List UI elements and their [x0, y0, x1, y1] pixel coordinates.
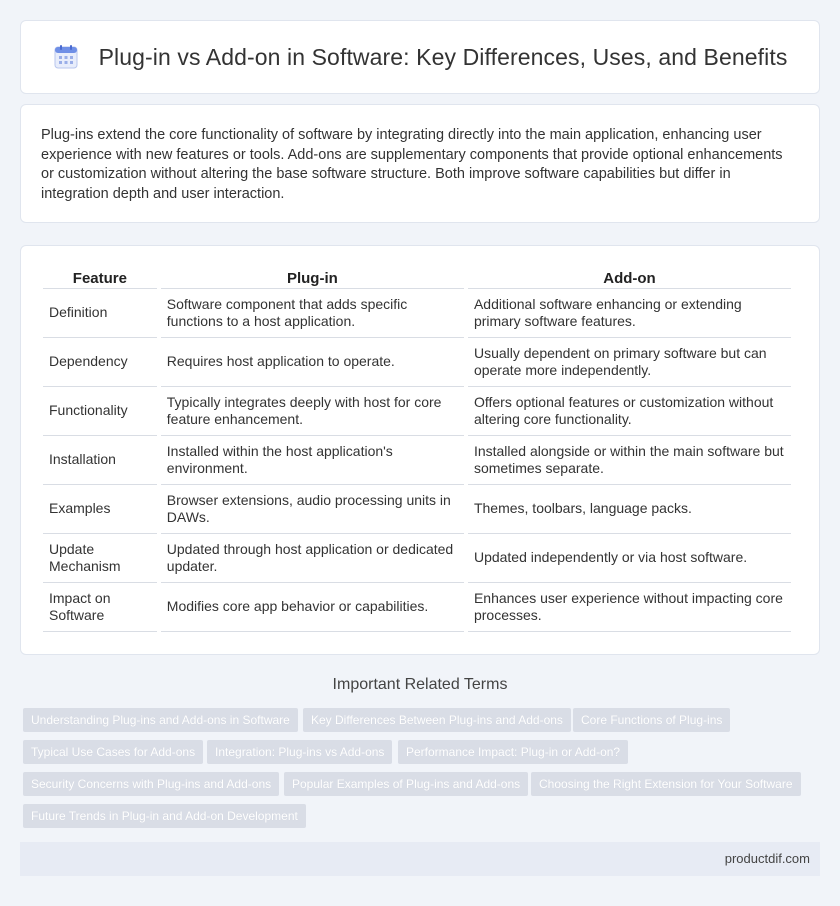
table-header-row: [43, 263, 791, 289]
feature-cell: Update Mechanism: [43, 534, 157, 583]
table-row: [43, 289, 791, 338]
related-tag[interactable]: Performance Impact: Plug-in or Add-on?: [398, 740, 628, 764]
header-feature: Feature: [43, 263, 157, 289]
header-card: [20, 20, 820, 94]
plug-in-cell: Typically integrates deeply with host for core feature enhancement.: [161, 387, 464, 436]
plug-in-cell: Modifies core app behavior or capabilities.: [161, 583, 464, 632]
related-tag[interactable]: Core Functions of Plug-ins: [573, 708, 730, 732]
table-row: [43, 436, 791, 485]
table-row: [43, 338, 791, 387]
calendar-icon: [53, 44, 79, 70]
plug-in-cell: Installed within the host application's environment.: [161, 436, 464, 485]
plug-in-cell: Updated through host application or dedicated updater.: [161, 534, 464, 583]
comparison-table: [39, 263, 795, 632]
related-tag[interactable]: Typical Use Cases for Add-ons: [23, 740, 203, 764]
header-add-on: Add-on: [468, 263, 791, 289]
table-row: [43, 534, 791, 583]
add-on-cell: Installed alongside or within the main software but sometimes separate.: [468, 436, 791, 485]
header-plug-in: Plug-in: [161, 263, 464, 289]
feature-cell: Dependency: [43, 338, 157, 387]
intro-card: [20, 104, 820, 223]
related-tag[interactable]: Future Trends in Plug-in and Add-on Development: [23, 804, 306, 828]
related-terms-title: Important Related Terms: [332, 676, 508, 693]
plug-in-cell: Browser extensions, audio processing units in DAWs.: [161, 485, 464, 534]
add-on-cell: Usually dependent on primary software but can operate more independently.: [468, 338, 791, 387]
related-tag[interactable]: Choosing the Right Extension for Your Software: [531, 772, 801, 796]
page-title: Plug-in vs Add-on in Software: Key Differences, Uses, and Benefits: [98, 43, 788, 70]
feature-cell: Installation: [43, 436, 157, 485]
table-row: [43, 387, 791, 436]
table-row: [43, 583, 791, 632]
feature-cell: Examples: [43, 485, 157, 534]
add-on-cell: Updated independently or via host software.: [468, 534, 791, 583]
footer-site[interactable]: productdif.com: [724, 851, 810, 866]
feature-cell: Functionality: [43, 387, 157, 436]
feature-cell: Impact on Software: [43, 583, 157, 632]
add-on-cell: Themes, toolbars, language packs.: [468, 485, 791, 534]
add-on-cell: Additional software enhancing or extending primary software features.: [468, 289, 791, 338]
feature-cell: Definition: [43, 289, 157, 338]
table-row: [43, 485, 791, 534]
footer: [20, 842, 820, 876]
plug-in-cell: Software component that adds specific functions to a host application.: [161, 289, 464, 338]
plug-in-cell: Requires host application to operate.: [161, 338, 464, 387]
related-tag[interactable]: Integration: Plug-ins vs Add-ons: [207, 740, 392, 764]
related-tag[interactable]: Key Differences Between Plug-ins and Add-ons: [303, 708, 571, 732]
related-tag[interactable]: Popular Examples of Plug-ins and Add-ons: [284, 772, 528, 796]
add-on-cell: Enhances user experience without impacting core processes.: [468, 583, 791, 632]
intro-text: Plug-ins extend the core functionality of software by integrating directly into the main application, enhancing user experience with new features or tools. Add-ons are supplementary components that provide optional enhancements or customization without altering the base software structure. Both improve software capabilities but differ in integration depth and user interaction.: [41, 127, 783, 202]
add-on-cell: Offers optional features or customization without altering core functionality.: [468, 387, 791, 436]
related-tag[interactable]: Security Concerns with Plug-ins and Add-ons: [23, 772, 279, 796]
comparison-table-card: [20, 245, 820, 655]
related-tag[interactable]: Understanding Plug-ins and Add-ons in Software: [23, 708, 298, 732]
